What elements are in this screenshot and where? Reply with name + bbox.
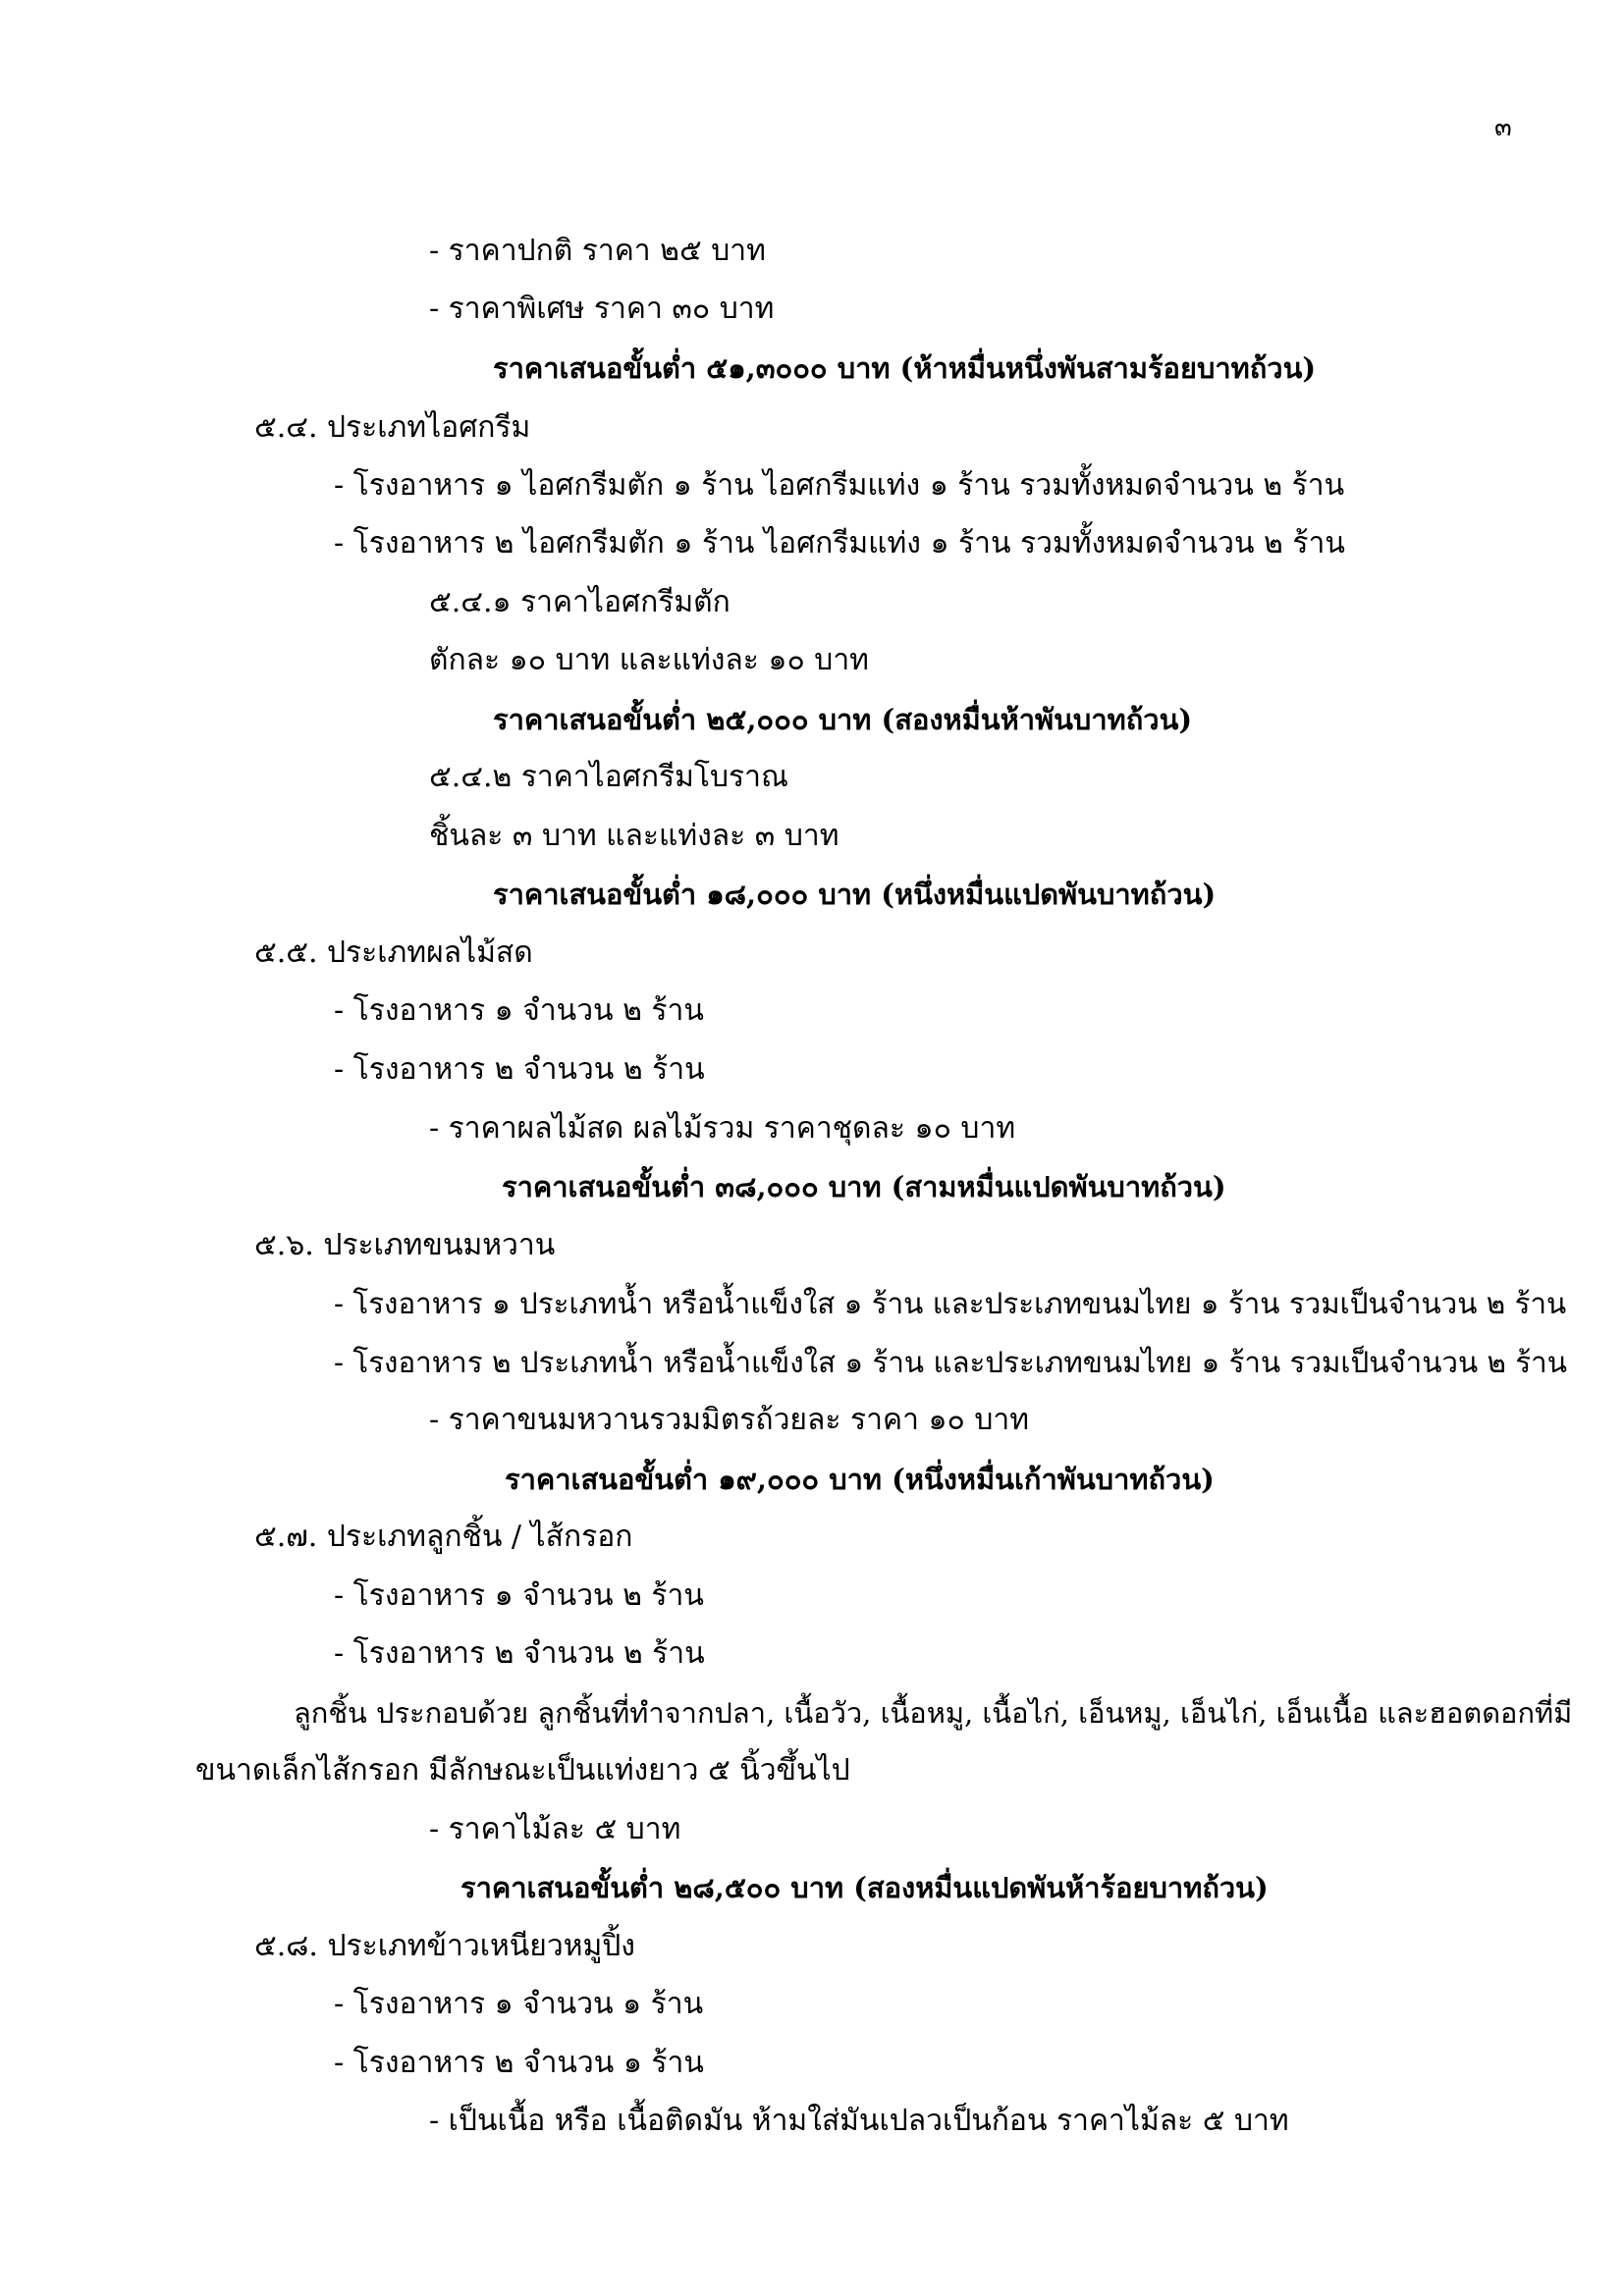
minimum-bid-line: ราคาเสนอขั้นต่ำ ๒๘,๕๐๐ บาท (สองหมื่นแปดพันห้าร้อยบาทถ้วน) bbox=[460, 1871, 1269, 1904]
subsection-heading: ๕.๔.๑ ราคาไอศกรีมตัก bbox=[429, 585, 731, 619]
section-heading: ๕.๖. ประเภทขนมหวาน bbox=[254, 1228, 556, 1262]
price-line: - ราคาไม้ละ ๕ บาท bbox=[429, 1812, 681, 1846]
canteen-line: - โรงอาหาร ๑ จำนวน ๒ ร้าน bbox=[334, 1578, 704, 1613]
page-number: ๓ bbox=[1494, 113, 1512, 142]
section-heading: ๕.๔. ประเภทไอศกรีม bbox=[254, 410, 531, 445]
minimum-bid-line: ราคาเสนอขั้นต่ำ ๕๑,๓๐๐๐ บาท (ห้าหมื่นหนึ่งพันสามร้อยบาทถ้วน) bbox=[493, 351, 1317, 385]
canteen-line: - โรงอาหาร ๒ ไอศกรีมตัก ๑ ร้าน ไอศกรีมแท่ง ๑ ร้าน รวมทั้งหมดจำนวน ๒ ร้าน bbox=[334, 526, 1345, 561]
price-line: ชิ้นละ ๓ บาท และแท่งละ ๓ บาท bbox=[429, 819, 839, 853]
canteen-line: - โรงอาหาร ๑ ประเภทน้ำ หรือน้ำแข็งใส ๑ ร้าน และประเภทขนมไทย ๑ ร้าน รวมเป็นจำนวน ๒ ร้าน bbox=[334, 1287, 1567, 1320]
canteen-line: - โรงอาหาร ๒ จำนวน ๒ ร้าน bbox=[334, 1052, 705, 1087]
canteen-line: - โรงอาหาร ๑ จำนวน ๑ ร้าน bbox=[334, 1987, 704, 2021]
description-line: ขนาดเล็กไส้กรอก มีลักษณะเป็นแท่งยาว ๕ นิ้วขึ้นไป bbox=[195, 1753, 850, 1788]
canteen-line: - โรงอาหาร ๒ ประเภทน้ำ หรือน้ำแข็งใส ๑ ร้าน และประเภทขนมไทย ๑ ร้าน รวมเป็นจำนวน ๒ ร้าน bbox=[334, 1346, 1567, 1379]
description-line: ลูกชิ้น ประกอบด้วย ลูกชิ้นที่ทำจากปลา, เนื้อวัว, เนื้อหมู, เนื้อไก่, เอ็นหมู, เอ็นไก่, เอ็นเนื้อ และฮอตดอกที่มี bbox=[294, 1696, 1573, 1730]
price-line: - เป็นเนื้อ หรือ เนื้อติดมัน ห้ามใส่มันเปลวเป็นก้อน ราคาไม้ละ ๕ บาท bbox=[429, 2104, 1289, 2138]
price-line: - ราคาปกติ ราคา ๒๕ บาท bbox=[429, 234, 766, 268]
minimum-bid-line: ราคาเสนอขั้นต่ำ ๓๘,๐๐๐ บาท (สามหมื่นแปดพันบาทถ้วน) bbox=[502, 1170, 1226, 1203]
subsection-heading: ๕.๔.๒ ราคาไอศกรีมโบราณ bbox=[429, 760, 788, 794]
canteen-line: - โรงอาหาร ๑ ไอศกรีมตัก ๑ ร้าน ไอศกรีมแท่ง ๑ ร้าน รวมทั้งหมดจำนวน ๒ ร้าน bbox=[334, 468, 1345, 503]
section-heading: ๕.๕. ประเภทผลไม้สด bbox=[254, 935, 533, 970]
canteen-line: - โรงอาหาร ๑ จำนวน ๒ ร้าน bbox=[334, 993, 704, 1028]
price-line: ตักละ ๑๐ บาท และแท่งละ ๑๐ บาท bbox=[429, 643, 869, 677]
minimum-bid-line: ราคาเสนอขั้นต่ำ ๑๘,๐๐๐ บาท (หนึ่งหมื่นแปดพันบาทถ้วน) bbox=[493, 878, 1217, 911]
price-line: - ราคาพิเศษ ราคา ๓๐ บาท bbox=[429, 292, 775, 326]
price-line: - ราคาผลไม้สด ผลไม้รวม ราคาชุดละ ๑๐ บาท bbox=[429, 1111, 1016, 1146]
section-heading: ๕.๘. ประเภทข้าวเหนียวหมูปิ้ง bbox=[254, 1929, 635, 1963]
minimum-bid-line: ราคาเสนอขั้นต่ำ ๑๙,๐๐๐ บาท (หนึ่งหมื่นเก้าพันบาทถ้วน) bbox=[505, 1463, 1215, 1496]
canteen-line: - โรงอาหาร ๒ จำนวน ๒ ร้าน bbox=[334, 1636, 705, 1671]
price-line: - ราคาขนมหวานรวมมิตรถ้วยละ ราคา ๑๐ บาท bbox=[429, 1403, 1030, 1437]
minimum-bid-line: ราคาเสนอขั้นต่ำ ๒๕,๐๐๐ บาท (สองหมื่นห้าพันบาทถ้วน) bbox=[493, 703, 1193, 736]
canteen-line: - โรงอาหาร ๒ จำนวน ๑ ร้าน bbox=[334, 2046, 704, 2080]
section-heading: ๕.๗. ประเภทลูกชิ้น / ไส้กรอก bbox=[254, 1520, 633, 1554]
